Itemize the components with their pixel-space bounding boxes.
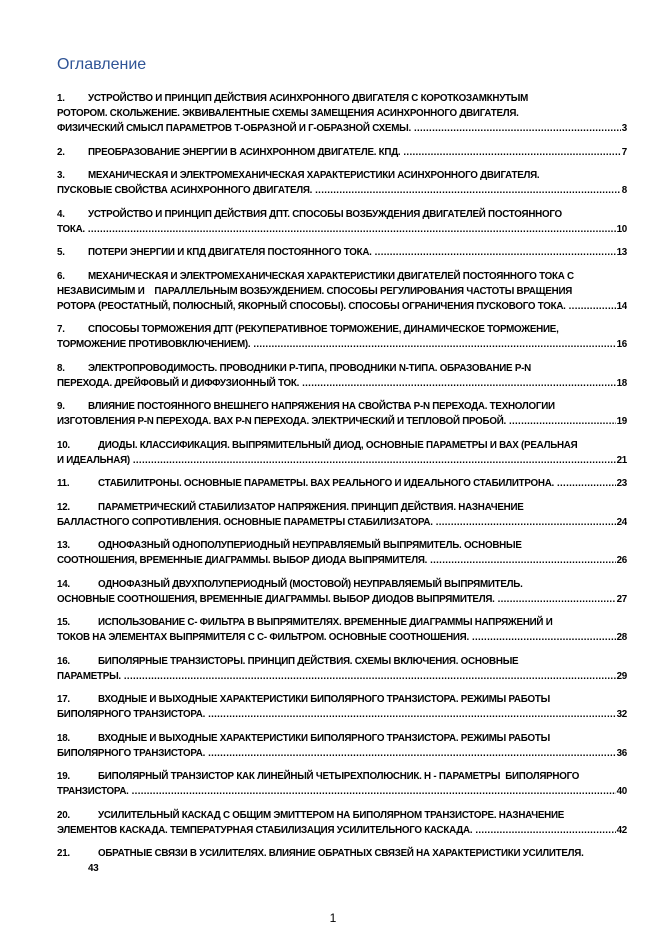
toc-entry-number: 16. xyxy=(57,655,70,667)
toc-entry-line xyxy=(57,414,627,429)
toc-entry-page[interactable]: 32 xyxy=(616,709,627,720)
toc-entry[interactable] xyxy=(57,322,627,352)
toc-entry-page[interactable]: 28 xyxy=(616,632,627,643)
toc-entry-line xyxy=(57,168,627,183)
toc-entry-page[interactable]: 7 xyxy=(621,146,627,158)
toc-entry-line xyxy=(57,500,627,515)
toc-entry-line xyxy=(57,553,627,568)
toc-entry-line xyxy=(57,269,627,284)
toc-entry-text: БИПОЛЯРНЫЕ ТРАНЗИСТОРЫ. ПРИНЦИП ДЕЙСТВИЯ. СХЕМЫ ВКЛЮЧЕНИЯ. ОСНОВНЫЕ xyxy=(98,655,519,667)
toc-entry-line xyxy=(57,145,627,160)
toc-entry-line xyxy=(57,376,627,391)
toc-entry-line xyxy=(57,322,627,337)
toc-entry-text: ЭЛЕКТРОПРОВОДИМОСТЬ. ПРОВОДНИКИ P-ТИПА, ПРОВОДНИКИ N-ТИПА. ОБРАЗОВАНИЕ P-N xyxy=(88,362,531,374)
toc-entry-page[interactable]: 27 xyxy=(616,593,627,605)
toc-entry-text: УСТРОЙСТВО И ПРИНЦИП ДЕЙСТВИЯ ДПТ. СПОСОБЫ ВОЗБУЖДЕНИЯ ДВИГАТЕЛЕЙ ПОСТОЯННОГО xyxy=(88,208,562,220)
dot-leader xyxy=(472,630,616,645)
dot-leader xyxy=(208,746,616,761)
toc-entry-line xyxy=(57,106,627,121)
toc-entry-text: ПАРАМЕТРЫ. xyxy=(57,670,121,682)
toc-entry-text: ИЗГОТОВЛЕНИЯ P-N ПЕРЕХОДА. ВАХ P-N ПЕРЕХОДА. ЭЛЕКТРИЧЕСКИЙ И ТЕПЛОВОЙ ПРОБОЙ. xyxy=(57,416,506,427)
toc-entry-text: ВЛИЯНИЕ ПОСТОЯННОГО ВНЕШНЕГО НАПРЯЖЕНИЯ НА СВОЙСТВА P-N ПЕРЕХОДА. ТЕХНОЛОГИИ xyxy=(88,401,555,412)
toc-entry-page[interactable]: 42 xyxy=(616,824,627,836)
toc-entry-number: 7. xyxy=(57,324,65,335)
toc-entry-text: И ИДЕАЛЬНАЯ) xyxy=(57,454,130,466)
toc-entry[interactable] xyxy=(57,615,627,645)
toc-entry-number: 14. xyxy=(57,578,70,590)
toc-entry-text: МЕХАНИЧЕСКАЯ И ЭЛЕКТРОМЕХАНИЧЕСКАЯ ХАРАКТЕРИСТИКИ ДВИГАТЕЛЕЙ ПОСТОЯННОГО ТОКА С xyxy=(88,270,574,282)
toc-entry-page[interactable]: 21 xyxy=(616,454,627,466)
toc-entry-page[interactable]: 14 xyxy=(616,300,627,312)
toc-entry-text: ПЕРЕХОДА. ДРЕЙФОВЫЙ И ДИФФУЗИОННЫЙ ТОК. xyxy=(57,377,300,389)
toc-entry[interactable] xyxy=(57,538,627,568)
toc-entry-page[interactable]: 36 xyxy=(616,747,627,759)
dot-leader xyxy=(253,337,615,352)
toc-entry-line xyxy=(57,654,627,669)
dot-leader xyxy=(88,222,616,237)
toc-entry-line xyxy=(57,337,627,352)
toc-entry-number: 3. xyxy=(57,170,65,181)
dot-leader xyxy=(475,823,615,838)
toc-entry[interactable] xyxy=(57,145,627,160)
toc-entry-line xyxy=(57,769,627,784)
toc-entry-number: 15. xyxy=(57,617,70,628)
toc-entry-number: 8. xyxy=(57,362,65,374)
toc-entry[interactable] xyxy=(57,846,627,876)
toc-entry-text: БИПОЛЯРНОГО ТРАНЗИСТОРА. xyxy=(57,709,206,720)
dot-leader xyxy=(569,299,616,314)
toc-entry-page[interactable]: 43 xyxy=(88,863,99,874)
dot-leader xyxy=(498,592,616,607)
toc-entry-line xyxy=(57,861,627,876)
dot-leader xyxy=(403,145,620,160)
toc-entry-text: ОДНОФАЗНЫЙ ДВУХПОЛУПЕРИОДНЫЙ (МОСТОВОЙ) НЕУПРАВЛЯЕМЫЙ ВЫПРЯМИТЕЛЬ. xyxy=(98,578,523,590)
toc-entry[interactable] xyxy=(57,577,627,607)
toc-entry-text: НЕЗАВИСИМЫМ И ПАРАЛЛЕЛЬНЫМ ВОЗБУЖДЕНИЕМ. СПОСОБЫ РЕГУЛИРОВАНИЯ ЧАСТОТЫ ВРАЩЕНИЯ xyxy=(57,285,573,297)
toc-entry-line xyxy=(57,707,627,722)
toc-entry-text: БИПОЛЯРНОГО ТРАНЗИСТОРА. xyxy=(57,747,206,759)
toc-entry[interactable] xyxy=(57,692,627,722)
toc-entry-text: ПУСКОВЫЕ СВОЙСТВА АСИНХРОННОГО ДВИГАТЕЛЯ. xyxy=(57,185,313,196)
toc-entry-text: ИСПОЛЬЗОВАНИЕ С- ФИЛЬТРА В ВЫПРЯМИТЕЛЯХ. ВРЕМЕННЫЕ ДИАГРАММЫ НАПРЯЖЕНИЙ И xyxy=(98,617,553,628)
toc-entry-number: 9. xyxy=(57,401,65,412)
toc-entry-number: 6. xyxy=(57,270,65,282)
dot-leader xyxy=(133,453,616,468)
toc-entry[interactable] xyxy=(57,269,627,314)
toc-entry-text: ОСНОВНЫЕ СООТНОШЕНИЯ, ВРЕМЕННЫЕ ДИАГРАММЫ. ВЫБОР ДИОДОВ ВЫПРЯМИТЕЛЯ. xyxy=(57,593,495,605)
toc-entry-text: ФИЗИЧЕСКИЙ СМЫСЛ ПАРАМЕТРОВ Т-ОБРАЗНОЙ И Г-ОБРАЗНОЙ СХЕМЫ. xyxy=(57,123,411,134)
toc-entry-line xyxy=(57,731,627,746)
toc-entry-page[interactable]: 3 xyxy=(621,123,627,134)
toc-entry-text: СООТНОШЕНИЯ, ВРЕМЕННЫЕ ДИАГРАММЫ. ВЫБОР ДИОДА ВЫПРЯМИТЕЛЯ. xyxy=(57,555,428,566)
toc-entry-text: РОТОРА (РЕОСТАТНЫЙ, ПОЛЮСНЫЙ, ЯКОРНЫЙ СПОСОБЫ). СПОСОБЫ ОГРАНИЧЕНИЯ ПУСКОВОГО ТОКА. xyxy=(57,300,566,312)
toc-entry-page[interactable]: 18 xyxy=(616,377,627,389)
toc-entry[interactable] xyxy=(57,476,627,491)
toc-entry-page[interactable]: 40 xyxy=(616,786,627,797)
toc-entry-line xyxy=(57,245,627,260)
toc-entry-line xyxy=(57,784,627,799)
dot-leader xyxy=(315,183,621,198)
toc-entry[interactable] xyxy=(57,399,627,429)
toc-entry-number: 17. xyxy=(57,694,70,705)
toc-entry-text: БАЛЛАСТНОГО СОПРОТИВЛЕНИЯ. ОСНОВНЫЕ ПАРАМЕТРЫ СТАБИЛИЗАТОРА. xyxy=(57,516,433,528)
toc-entry-line xyxy=(57,438,627,453)
toc-entry-line xyxy=(57,91,627,106)
toc-entry-text: БИПОЛЯРНЫЙ ТРАНЗИСТОР КАК ЛИНЕЙНЫЙ ЧЕТЫРЕХПОЛЮСНИК. H - ПАРАМЕТРЫ БИПОЛЯРНОГО xyxy=(98,771,580,782)
dot-leader xyxy=(557,476,616,491)
toc-entry-page[interactable]: 8 xyxy=(621,185,627,196)
toc-entry-line xyxy=(57,183,627,198)
page-number: 1 xyxy=(329,911,337,925)
toc-entry-text: ТОКОВ НА ЭЛЕМЕНТАХ ВЫПРЯМИТЕЛЯ С С- ФИЛЬТРОМ. ОСНОВНЫЕ СООТНОШЕНИЯ. xyxy=(57,632,469,643)
toc-entry-number: 11. xyxy=(57,478,70,489)
toc-entry[interactable] xyxy=(57,361,627,391)
toc-entry-page[interactable]: 19 xyxy=(616,416,627,427)
toc-entry-text: ТРАНЗИСТОРА. xyxy=(57,786,129,797)
toc-entry-number: 1. xyxy=(57,93,65,104)
toc-entry[interactable] xyxy=(57,438,627,468)
toc-entry-line xyxy=(57,121,627,136)
toc-entry-text: СПОСОБЫ ТОРМОЖЕНИЯ ДПТ (РЕКУПЕРАТИВНОЕ ТОРМОЖЕНИЕ, ДИНАМИЧЕСКОЕ ТОРМОЖЕНИЕ, xyxy=(88,324,559,335)
toc-entry[interactable] xyxy=(57,91,627,136)
toc-entry-line xyxy=(57,299,627,314)
toc-entry-text: СТАБИЛИТРОНЫ. ОСНОВНЫЕ ПАРАМЕТРЫ. ВАХ РЕАЛЬНОГО И ИДЕАЛЬНОГО СТАБИЛИТРОНА. xyxy=(98,478,554,489)
toc-entry-text: ТОРМОЖЕНИЕ ПРОТИВОВКЛЮЧЕНИЕМ). xyxy=(57,339,251,350)
dot-leader xyxy=(375,245,616,260)
toc-entry-text: УСТРОЙСТВО И ПРИНЦИП ДЕЙСТВИЯ АСИНХРОННОГО ДВИГАТЕЛЯ С КОРОТКОЗАМКНУТЫМ xyxy=(88,93,529,104)
toc-entry-line xyxy=(57,399,627,414)
dot-leader xyxy=(414,121,621,136)
toc-entry-line xyxy=(57,453,627,468)
toc-entry-page[interactable]: 10 xyxy=(616,223,627,235)
toc-entry-line xyxy=(57,592,627,607)
dot-leader xyxy=(132,784,616,799)
toc-entry-text: ПАРАМЕТРИЧЕСКИЙ СТАБИЛИЗАТОР НАПРЯЖЕНИЯ. ПРИНЦИП ДЕЙСТВИЯ. НАЗНАЧЕНИЕ xyxy=(98,501,524,513)
toc-entry-line xyxy=(57,823,627,838)
toc-entry-text: ВХОДНЫЕ И ВЫХОДНЫЕ ХАРАКТЕРИСТИКИ БИПОЛЯРНОГО ТРАНЗИСТОРА. РЕЖИМЫ РАБОТЫ xyxy=(98,694,550,705)
dot-leader xyxy=(430,553,615,568)
toc-entry-line xyxy=(57,361,627,376)
toc-entry-page[interactable]: 29 xyxy=(616,670,627,682)
toc-entry-page[interactable]: 23 xyxy=(616,478,627,489)
toc-entry-line xyxy=(57,515,627,530)
toc-entry-number: 5. xyxy=(57,247,65,258)
toc-entry[interactable] xyxy=(57,769,627,799)
toc-entry-number: 19. xyxy=(57,771,70,782)
toc-entry[interactable] xyxy=(57,654,627,684)
toc-entry-page[interactable]: 13 xyxy=(616,247,627,258)
dot-leader xyxy=(436,515,616,530)
dot-leader xyxy=(124,669,616,684)
toc-entry-line xyxy=(57,222,627,237)
toc-entry-text: ЭЛЕМЕНТОВ КАСКАДА. ТЕМПЕРАТУРНАЯ СТАБИЛИЗАЦИЯ УСИЛИТЕЛЬНОГО КАСКАДА. xyxy=(57,824,473,836)
toc-entry-number: 18. xyxy=(57,732,70,744)
toc-entry-number: 10. xyxy=(57,439,70,451)
dot-leader xyxy=(302,376,615,391)
toc-entry-line xyxy=(57,808,627,823)
toc-entry[interactable] xyxy=(57,731,627,761)
toc-entry-number: 21. xyxy=(57,848,70,859)
toc-title: Оглавление xyxy=(57,56,147,73)
toc-entry-line xyxy=(57,284,627,299)
toc-entry-number: 12. xyxy=(57,501,70,513)
toc-entry-text: УСИЛИТЕЛЬНЫЙ КАСКАД С ОБЩИМ ЭМИТТЕРОМ НА БИПОЛЯРНОМ ТРАНЗИСТОРЕ. НАЗНАЧЕНИЕ xyxy=(98,809,565,821)
toc-entry-text: ОДНОФАЗНЫЙ ОДНОПОЛУПЕРИОДНЫЙ НЕУПРАВЛЯЕМЫЙ ВЫПРЯМИТЕЛЬ. ОСНОВНЫЕ xyxy=(98,540,522,551)
toc-entry-page[interactable]: 26 xyxy=(616,555,627,566)
toc-entry-line xyxy=(57,669,627,684)
toc-entry-text: МЕХАНИЧЕСКАЯ И ЭЛЕКТРОМЕХАНИЧЕСКАЯ ХАРАКТЕРИСТИКИ АСИНХРОННОГО ДВИГАТЕЛЯ. xyxy=(88,170,540,181)
toc-entry-line xyxy=(57,538,627,553)
toc-entry-text: РОТОРОМ. СКОЛЬЖЕНИЕ. ЭКВИВАЛЕНТНЫЕ СХЕМЫ ЗАМЕЩЕНИЯ АСИНХРОННОГО ДВИГАТЕЛЯ. xyxy=(57,108,519,119)
toc-entry-text: ОБРАТНЫЕ СВЯЗИ В УСИЛИТЕЛЯХ. ВЛИЯНИЕ ОБРАТНЫХ СВЯЗЕЙ НА ХАРАКТЕРИСТИКИ УСИЛИТЕЛЯ. xyxy=(98,848,584,859)
toc-entry-line xyxy=(57,846,627,861)
toc-entry-text: ПРЕОБРАЗОВАНИЕ ЭНЕРГИИ В АСИНХРОННОМ ДВИГАТЕЛЕ. КПД. xyxy=(88,146,401,158)
toc-entry[interactable] xyxy=(57,808,627,838)
toc-entry-page[interactable]: 24 xyxy=(616,516,627,528)
toc-entry-number: 4. xyxy=(57,208,65,220)
toc-entry-line xyxy=(57,577,627,592)
toc-entry-text: ПОТЕРИ ЭНЕРГИИ И КПД ДВИГАТЕЛЯ ПОСТОЯННОГО ТОКА. xyxy=(88,247,372,258)
toc-entry-line xyxy=(57,615,627,630)
table-of-contents xyxy=(57,91,627,885)
toc-entry[interactable] xyxy=(57,168,627,198)
dot-leader xyxy=(509,414,616,429)
toc-entry-line xyxy=(57,630,627,645)
toc-entry[interactable] xyxy=(57,245,627,260)
toc-entry-line xyxy=(57,476,627,491)
toc-entry-number: 20. xyxy=(57,809,70,821)
toc-entry-text: ТОКА. xyxy=(57,223,85,235)
toc-entry[interactable] xyxy=(57,207,627,237)
dot-leader xyxy=(208,707,616,722)
toc-entry[interactable] xyxy=(57,500,627,530)
toc-entry-line xyxy=(57,207,627,222)
toc-entry-text: ДИОДЫ. КЛАССИФИКАЦИЯ. ВЫПРЯМИТЕЛЬНЫЙ ДИОД, ОСНОВНЫЕ ПАРАМЕТРЫ И ВАХ (РЕАЛЬНАЯ xyxy=(98,439,578,451)
toc-entry-number: 2. xyxy=(57,146,65,158)
toc-entry-text: ВХОДНЫЕ И ВЫХОДНЫЕ ХАРАКТЕРИСТИКИ БИПОЛЯРНОГО ТРАНЗИСТОРА. РЕЖИМЫ РАБОТЫ xyxy=(98,732,550,744)
toc-entry-page[interactable]: 16 xyxy=(616,339,627,350)
toc-entry-line xyxy=(57,746,627,761)
toc-entry-number: 13. xyxy=(57,540,70,551)
toc-entry-line xyxy=(57,692,627,707)
